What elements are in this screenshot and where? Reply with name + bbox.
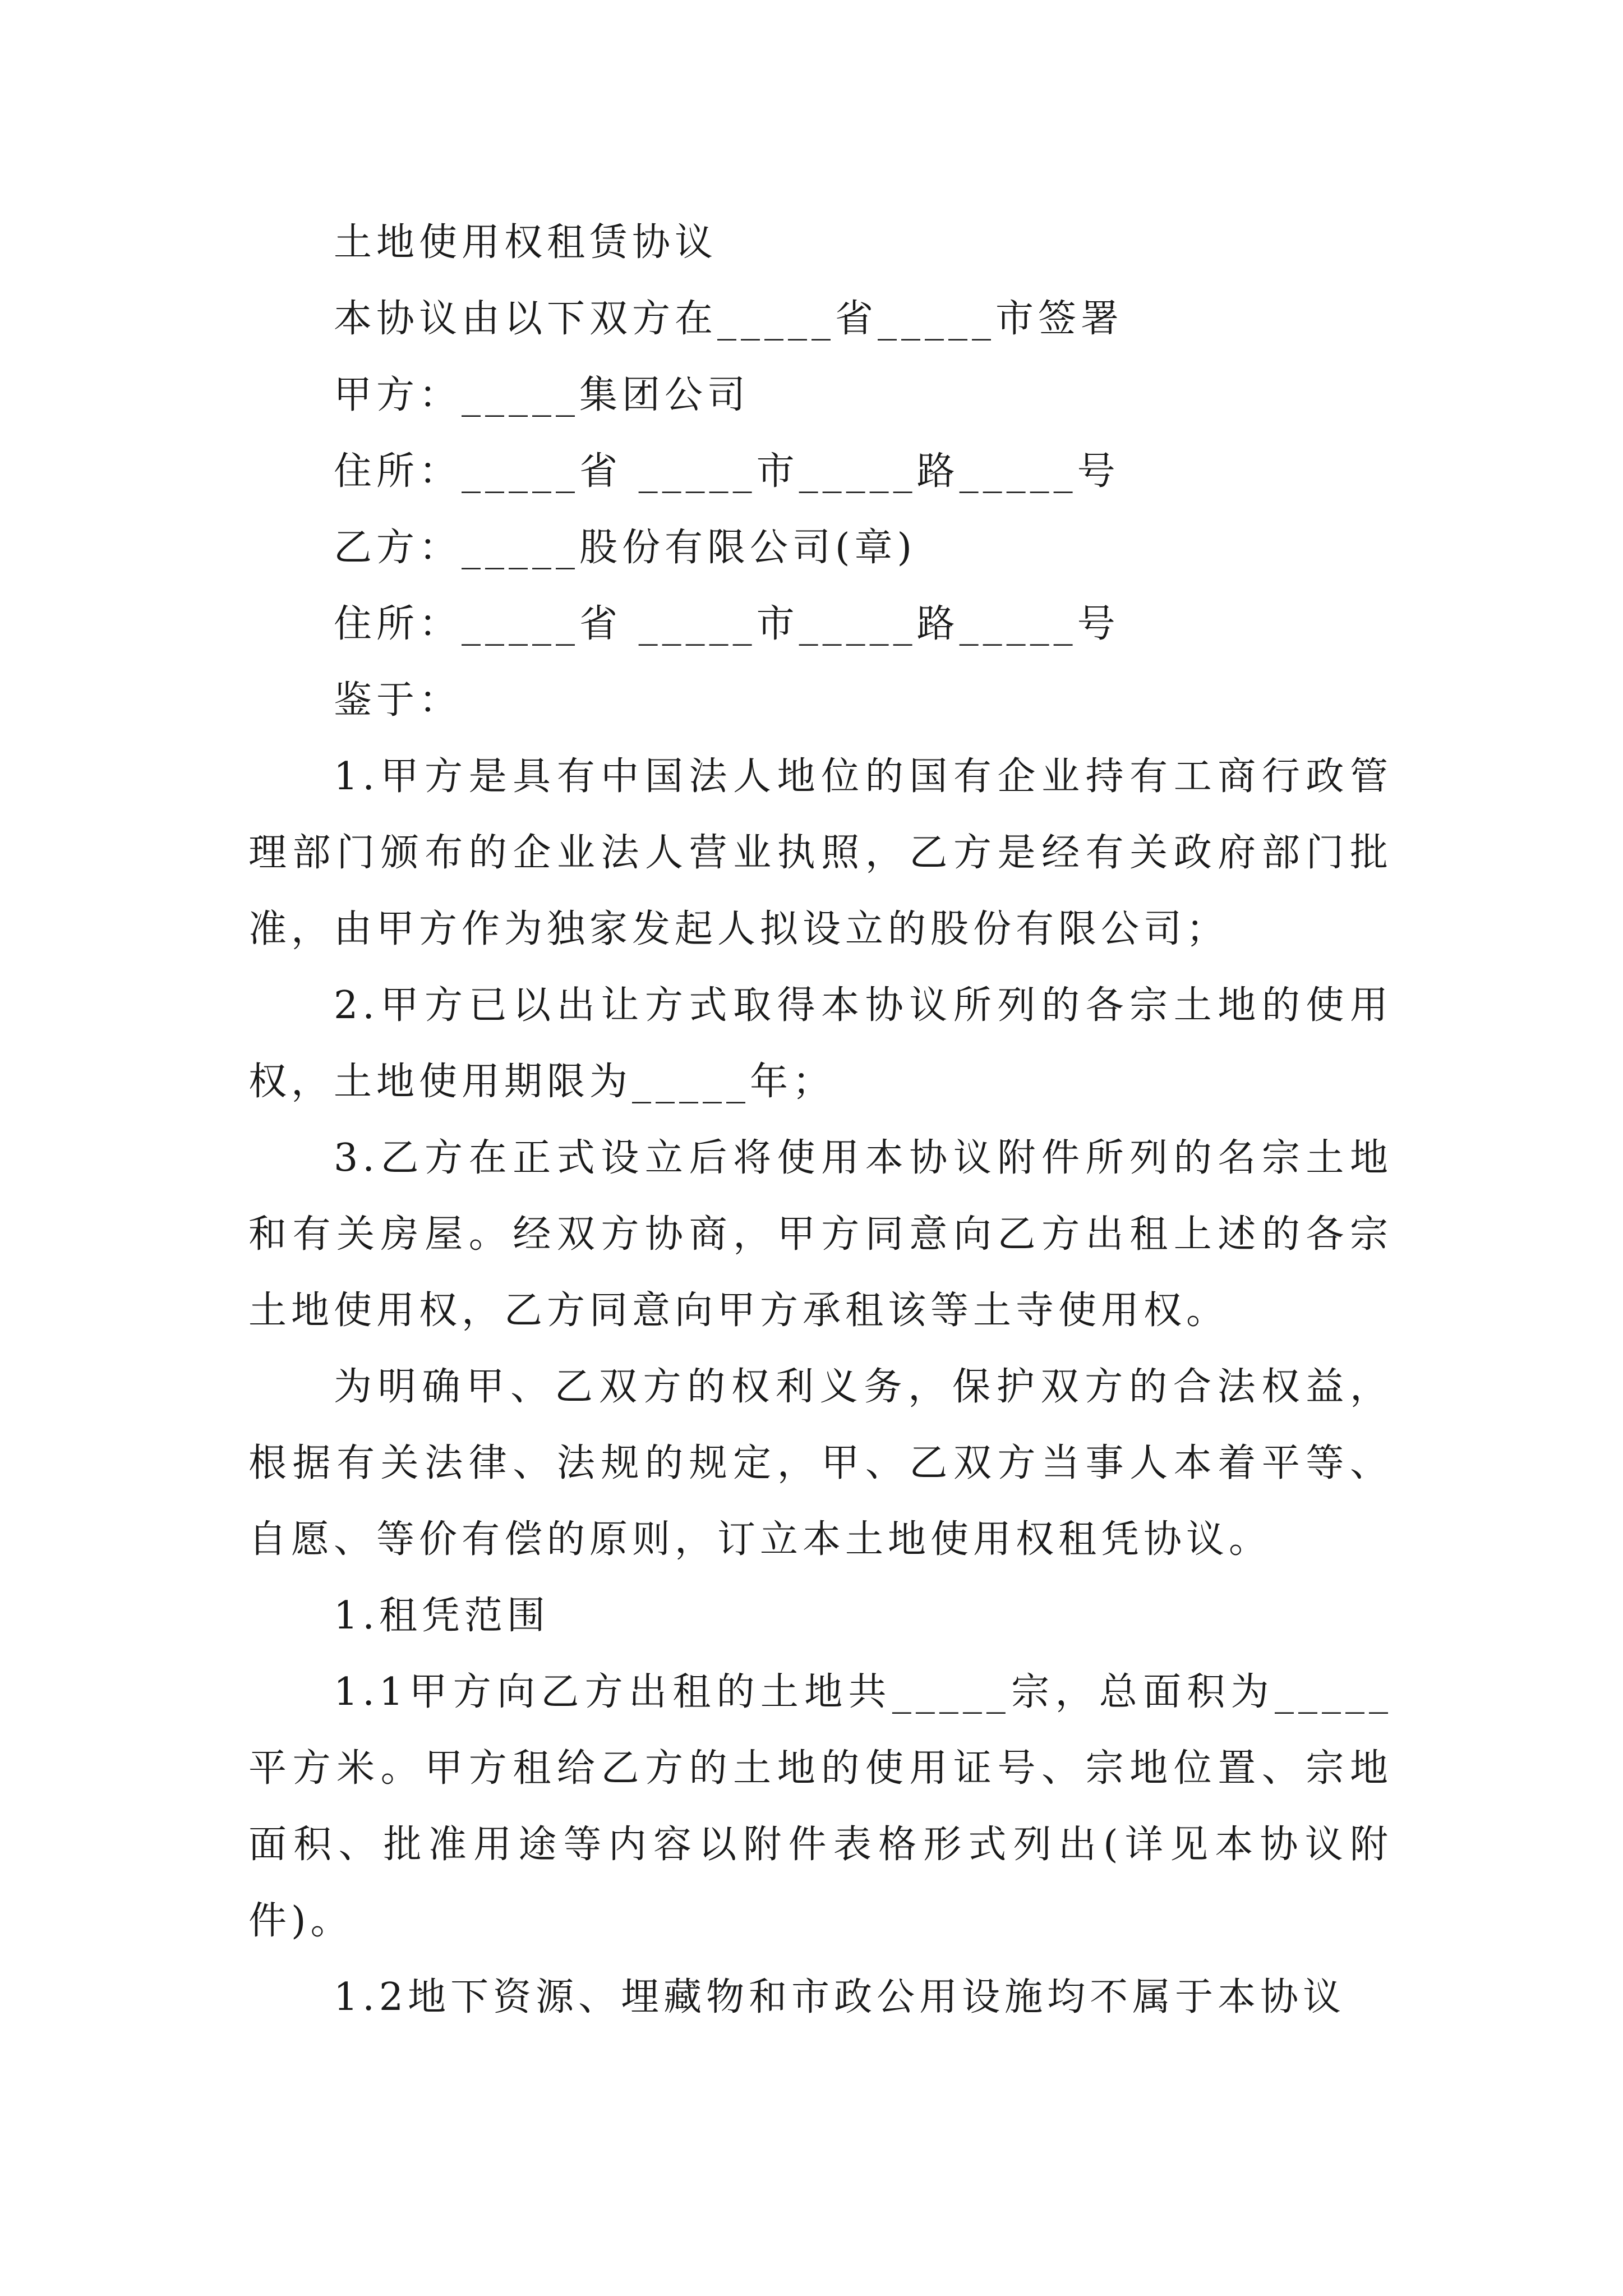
whereas-clause-3: 3.乙方在正式设立后将使用本协议附件所列的名宗土地和有关房屋。经双方协商，甲方同意向乙方出租上述的各宗土地使用权，乙方同意向甲方承租该等土寺使用权。 [248,1136,1393,1333]
document-title: 土地使用权租赁协议 [334,220,718,265]
party-b-address: 住所：_____省 _____市_____路_____号 [334,602,1120,646]
clause-1-1: 1.1甲方向乙方出租的土地共_____宗，总面积为_____平方米。甲方租给乙方的土地的使用证号、宗地位置、宗地面积、批准用途等内容以附件表格形式列出(详见本协议附件)。 [248,1670,1393,1943]
party-a: 甲方：_____集团公司 [334,373,750,417]
signing-place: 本协议由以下双方在_____省_____市签署 [334,297,1124,341]
party-a-address: 住所：_____省 _____市_____路_____号 [334,449,1120,494]
clause-1-2: 1.2地下资源、埋藏物和市政公用设施均不属于本协议 [334,1975,1346,2019]
whereas-clause-1: 1.甲方是具有中国法人地位的国有企业持有工商行政管理部门颁布的企业法人营业执照，乙方是经有关政府部门批准，由甲方作为独家发起人拟设立的股份有限公司； [248,754,1393,951]
party-b: 乙方：_____股份有限公司(章) [334,526,917,570]
whereas-heading: 鉴于： [334,678,462,723]
whereas-clause-2: 2.甲方已以出让方式取得本协议所列的各宗土地的使用权，土地使用期限为_____年； [248,983,1393,1104]
purpose-paragraph: 为明确甲、乙双方的权利义务，保护双方的合法权益，根据有关法律、法规的规定，甲、乙双方当事人本着平等、自愿、等价有偿的原则，订立本土地使用权租凭协议。 [248,1365,1393,1562]
section-1-heading: 1.租凭范围 [334,1594,550,1638]
document-body [248,205,1393,2036]
